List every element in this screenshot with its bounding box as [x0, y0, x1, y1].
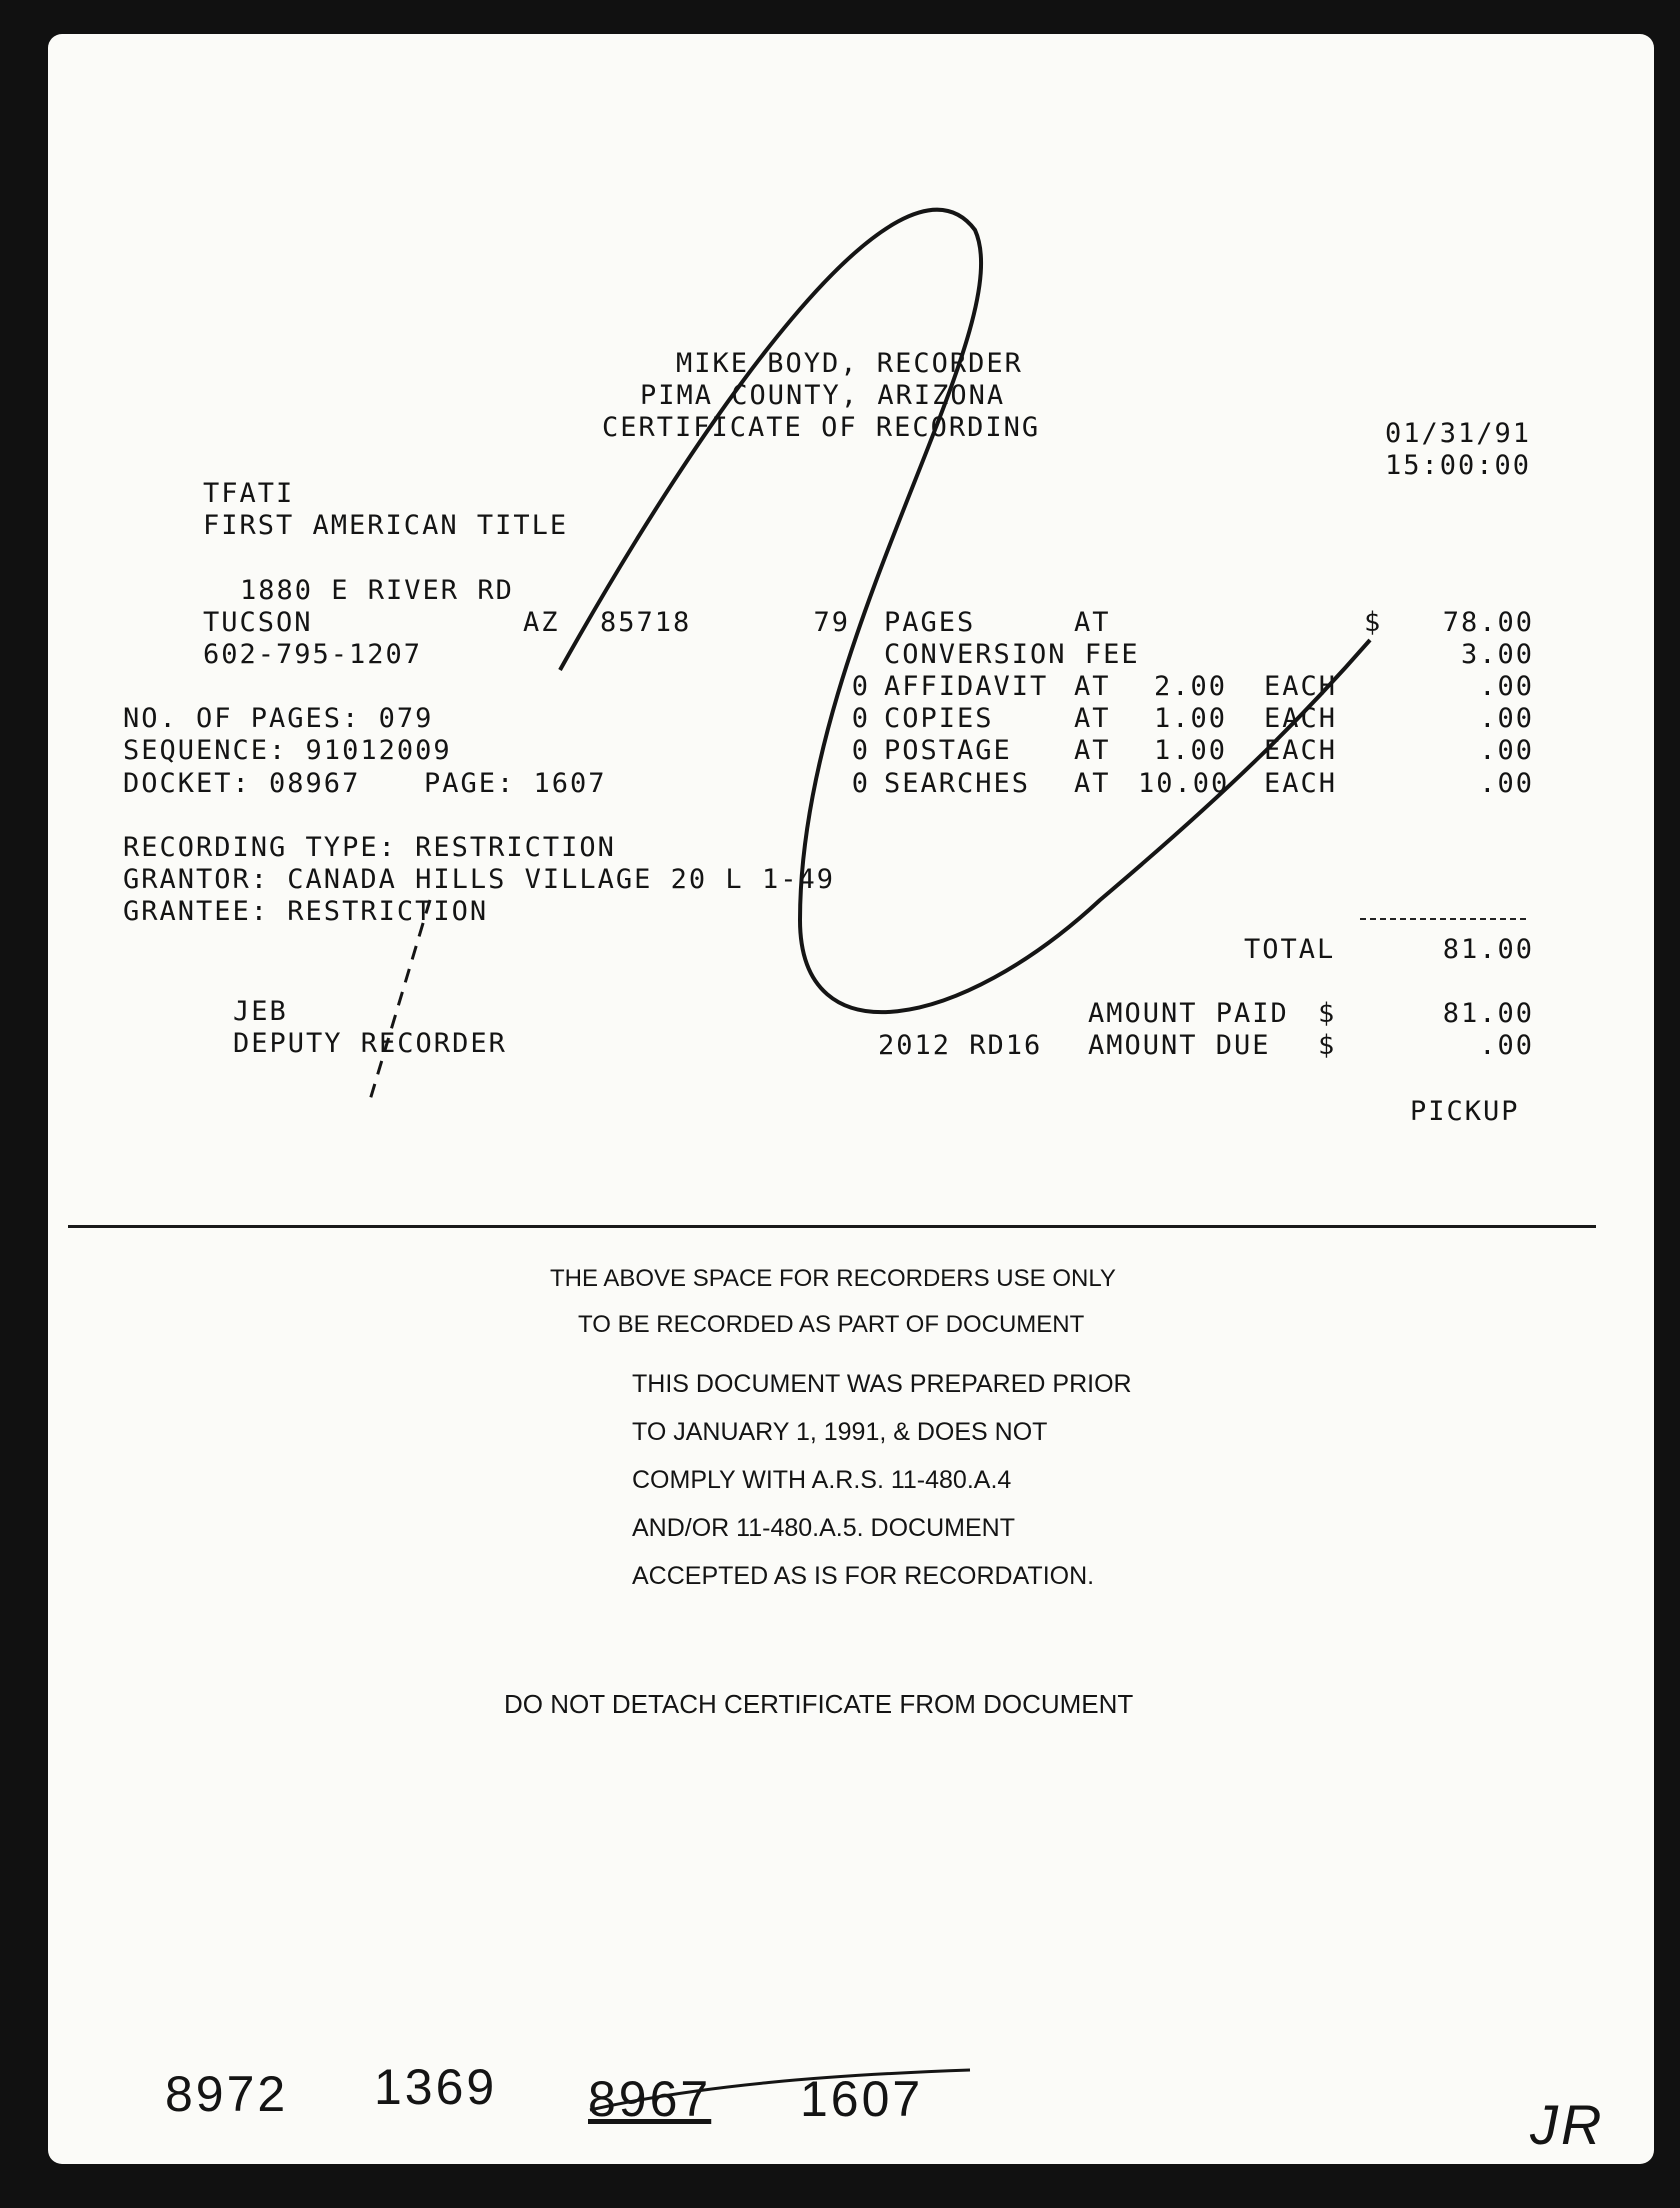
- fee-at: AT: [1074, 768, 1111, 799]
- loop-stroke: [560, 210, 1370, 1012]
- fee-qty: 79: [813, 607, 850, 638]
- fee-rate: 10.00: [1138, 768, 1230, 799]
- slash-stroke: [370, 900, 430, 1100]
- amount-due-label: AMOUNT DUE: [1088, 1030, 1271, 1061]
- total-label: TOTAL: [1244, 934, 1336, 965]
- fee-qty: 0: [851, 768, 870, 799]
- fee-qty: 0: [851, 735, 870, 766]
- docket-number: DOCKET: 08967: [123, 768, 361, 799]
- delivery-method: PICKUP: [1410, 1096, 1520, 1127]
- fee-rate: 1.00: [1154, 703, 1228, 734]
- record-date: 01/31/91: [1385, 418, 1532, 449]
- fee-each: EACH: [1264, 671, 1338, 702]
- state: AZ: [523, 607, 560, 638]
- deputy-title: DEPUTY RECORDER: [233, 1028, 507, 1059]
- handwritten-number: 8972: [165, 2066, 289, 2122]
- certificate-title: CERTIFICATE OF RECORDING: [602, 412, 1041, 443]
- fee-each: EACH: [1264, 703, 1338, 734]
- detach-warning: DO NOT DETACH CERTIFICATE FROM DOCUMENT: [504, 1689, 1134, 1719]
- handwritten-initials: JR: [1530, 2093, 1605, 2156]
- fee-rate: 2.00: [1154, 671, 1228, 702]
- record-as-part-notice: TO BE RECORDED AS PART OF DOCUMENT: [578, 1311, 1085, 1338]
- stamp-line: AND/OR 11-480.A.5. DOCUMENT: [632, 1514, 1015, 1542]
- fee-item: CONVERSION FEE: [884, 639, 1140, 670]
- street-address: 1880 E RIVER RD: [240, 575, 514, 606]
- sequence-number: SEQUENCE: 91012009: [123, 735, 452, 766]
- recorder-use-notice: THE ABOVE SPACE FOR RECORDERS USE ONLY: [550, 1265, 1116, 1292]
- fee-qty: 0: [851, 671, 870, 702]
- grantor: GRANTOR: CANADA HILLS VILLAGE 20 L 1-49: [123, 864, 835, 895]
- fee-item: POSTAGE: [884, 735, 1012, 766]
- amount-paid-dollar: $: [1318, 998, 1337, 1029]
- fee-amount: 3.00: [1460, 639, 1534, 670]
- fee-amount: .00: [1479, 703, 1534, 734]
- fee-dollar: $: [1364, 607, 1383, 638]
- handwritten-number: 1607: [800, 2071, 924, 2127]
- strike-stroke: [590, 2070, 970, 2110]
- county-name: PIMA COUNTY, ARIZONA: [640, 380, 1006, 411]
- amount-due-dollar: $: [1318, 1030, 1337, 1061]
- fee-at: AT: [1074, 703, 1111, 734]
- fee-each: EACH: [1264, 735, 1338, 766]
- recording-type: RECORDING TYPE: RESTRICTION: [123, 832, 616, 863]
- fee-item: SEARCHES: [884, 768, 1031, 799]
- company-name: FIRST AMERICAN TITLE: [203, 510, 569, 541]
- stamp-line: TO JANUARY 1, 1991, & DOES NOT: [632, 1418, 1048, 1446]
- docket-page: PAGE: 1607: [424, 768, 607, 799]
- fee-at: AT: [1074, 607, 1111, 638]
- register-code: 2012 RD16: [878, 1030, 1043, 1061]
- fee-item: COPIES: [884, 703, 994, 734]
- stamp-line: ACCEPTED AS IS FOR RECORDATION.: [632, 1562, 1095, 1590]
- account-code: TFATI: [203, 478, 295, 509]
- handwritten-number: 1369: [374, 2059, 498, 2115]
- fee-at: AT: [1074, 735, 1111, 766]
- fee-item: AFFIDAVIT: [884, 671, 1049, 702]
- fee-item: PAGES: [884, 607, 976, 638]
- total-amount: 81.00: [1442, 934, 1534, 965]
- zip-code: 85718: [600, 607, 692, 638]
- city: TUCSON: [203, 607, 313, 638]
- handwritten-number-struck: 8967: [588, 2071, 712, 2127]
- amount-paid-label: AMOUNT PAID: [1088, 998, 1289, 1029]
- deputy-initials: JEB: [233, 996, 288, 1027]
- fee-amount: .00: [1479, 735, 1534, 766]
- fee-rate: 1.00: [1154, 735, 1228, 766]
- fee-qty: 0: [851, 703, 870, 734]
- fee-amount: 78.00: [1442, 607, 1534, 638]
- fee-each: EACH: [1264, 768, 1338, 799]
- fee-amount: .00: [1479, 768, 1534, 799]
- amount-due: .00: [1479, 1030, 1534, 1061]
- recorder-name: MIKE BOYD, RECORDER: [676, 348, 1023, 379]
- record-time: 15:00:00: [1385, 450, 1532, 481]
- fee-at: AT: [1074, 671, 1111, 702]
- phone-number: 602-795-1207: [203, 639, 423, 670]
- grantee: GRANTEE: RESTRICTION: [123, 896, 489, 927]
- stamp-line: THIS DOCUMENT WAS PREPARED PRIOR: [632, 1370, 1132, 1398]
- amount-paid: 81.00: [1442, 998, 1534, 1029]
- number-of-pages: NO. OF PAGES: 079: [123, 703, 434, 734]
- fee-amount: .00: [1479, 671, 1534, 702]
- stamp-line: COMPLY WITH A.R.S. 11-480.A.4: [632, 1466, 1012, 1494]
